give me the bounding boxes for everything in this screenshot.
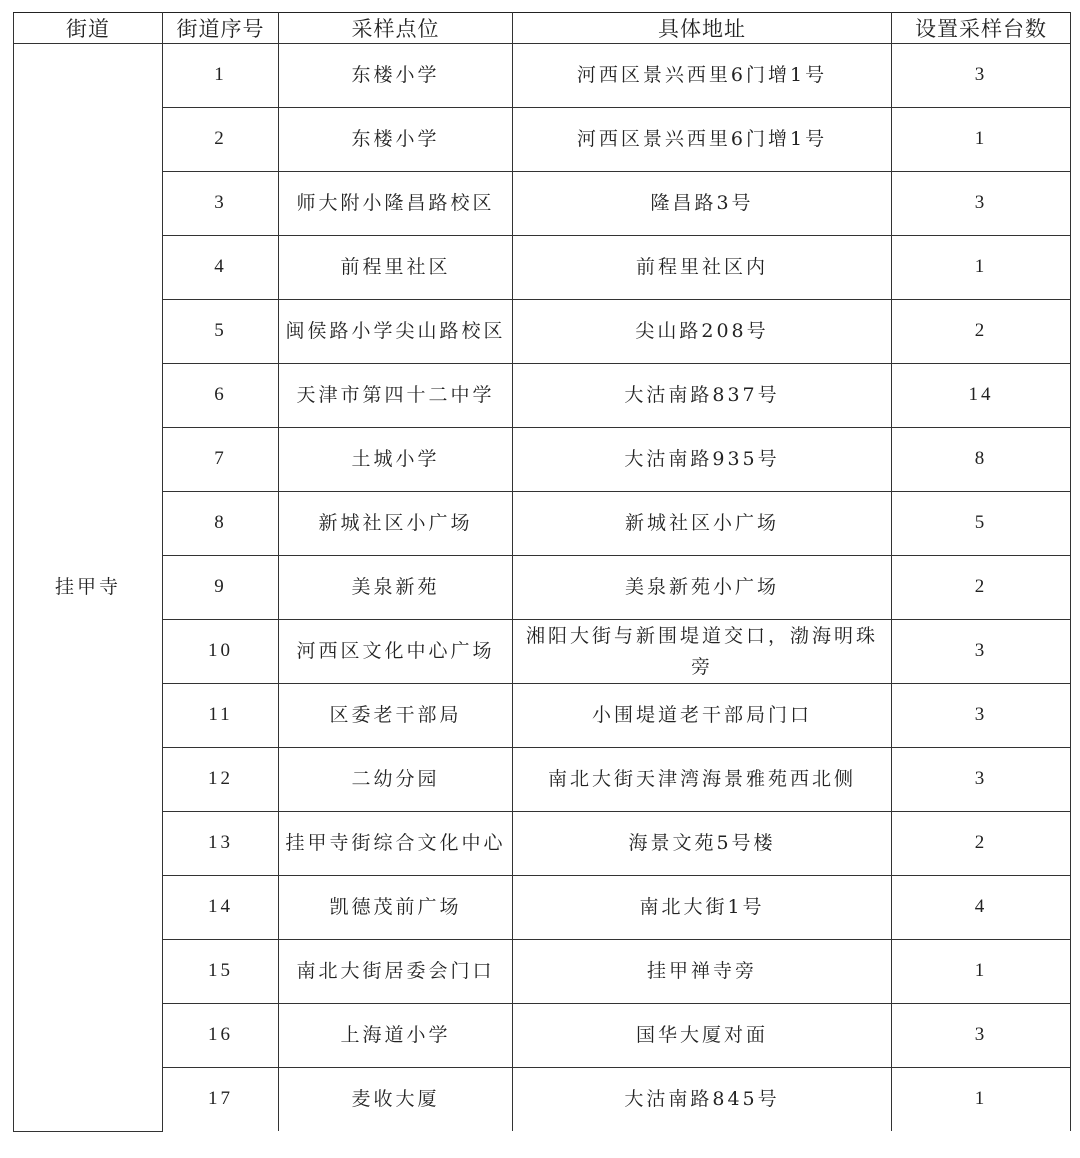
site-cell: 凯德茂前广场 [279, 876, 513, 940]
header-site: 采样点位 [279, 13, 513, 44]
table-row [14, 940, 1071, 1004]
address-cell: 前程里社区内 [513, 236, 892, 300]
address-cell: 大沽南路935号 [513, 428, 892, 492]
table-row [14, 1068, 1071, 1132]
header-street: 街道 [14, 13, 163, 44]
count-cell: 3 [892, 172, 1071, 236]
table-row [14, 748, 1071, 812]
table-row [14, 44, 1071, 108]
seq-cell: 6 [163, 364, 279, 428]
seq-cell: 4 [163, 236, 279, 300]
address-cell: 海景文苑5号楼 [513, 812, 892, 876]
count-cell: 3 [892, 1004, 1071, 1068]
site-cell: 挂甲寺街综合文化中心 [279, 812, 513, 876]
table-row [14, 620, 1071, 684]
count-cell: 3 [892, 748, 1071, 812]
seq-cell: 1 [163, 44, 279, 108]
count-cell: 14 [892, 364, 1071, 428]
site-cell: 天津市第四十二中学 [279, 364, 513, 428]
count-cell: 8 [892, 428, 1071, 492]
site-cell: 上海道小学 [279, 1004, 513, 1068]
header-seq: 街道序号 [163, 13, 279, 44]
seq-cell: 11 [163, 684, 279, 748]
seq-cell: 3 [163, 172, 279, 236]
address-cell: 美泉新苑小广场 [513, 556, 892, 620]
count-cell: 1 [892, 108, 1071, 172]
site-cell: 美泉新苑 [279, 556, 513, 620]
count-cell: 1 [892, 940, 1071, 1004]
address-cell: 河西区景兴西里6门增1号 [513, 44, 892, 108]
address-cell: 大沽南路845号 [513, 1068, 892, 1132]
seq-cell: 5 [163, 300, 279, 364]
seq-cell: 17 [163, 1068, 279, 1132]
address-cell: 隆昌路3号 [513, 172, 892, 236]
table-row [14, 236, 1071, 300]
table-header-row [14, 13, 1071, 44]
table-row [14, 876, 1071, 940]
count-cell: 3 [892, 44, 1071, 108]
table-row [14, 1004, 1071, 1068]
sampling-sites-table [13, 12, 1071, 1132]
site-cell: 东楼小学 [279, 108, 513, 172]
table-row [14, 300, 1071, 364]
address-cell: 南北大街天津湾海景雅苑西北侧 [513, 748, 892, 812]
count-cell: 4 [892, 876, 1071, 940]
address-cell: 大沽南路837号 [513, 364, 892, 428]
table-row [14, 172, 1071, 236]
count-cell: 2 [892, 300, 1071, 364]
address-cell: 南北大街1号 [513, 876, 892, 940]
count-cell: 5 [892, 492, 1071, 556]
address-cell: 小围堤道老干部局门口 [513, 684, 892, 748]
site-cell: 师大附小隆昌路校区 [279, 172, 513, 236]
site-cell: 闽侯路小学尖山路校区 [279, 300, 513, 364]
count-cell: 2 [892, 556, 1071, 620]
site-cell: 新城社区小广场 [279, 492, 513, 556]
site-cell: 河西区文化中心广场 [279, 620, 513, 684]
table-row [14, 108, 1071, 172]
header-count: 设置采样台数 [892, 13, 1071, 44]
seq-cell: 14 [163, 876, 279, 940]
table-body [14, 44, 1071, 1132]
table-row [14, 812, 1071, 876]
address-cell: 湘阳大街与新围堤道交口，渤海明珠旁 [513, 620, 892, 684]
site-cell: 区委老干部局 [279, 684, 513, 748]
header-address: 具体地址 [513, 13, 892, 44]
address-cell: 河西区景兴西里6门增1号 [513, 108, 892, 172]
sampling-sites-table-container [13, 12, 1070, 1132]
table-row [14, 684, 1071, 748]
site-cell: 东楼小学 [279, 44, 513, 108]
site-cell: 二幼分园 [279, 748, 513, 812]
address-cell: 尖山路208号 [513, 300, 892, 364]
count-cell: 2 [892, 812, 1071, 876]
seq-cell: 13 [163, 812, 279, 876]
seq-cell: 15 [163, 940, 279, 1004]
seq-cell: 12 [163, 748, 279, 812]
site-cell: 麦收大厦 [279, 1068, 513, 1132]
address-cell: 新城社区小广场 [513, 492, 892, 556]
table-row [14, 556, 1071, 620]
seq-cell: 10 [163, 620, 279, 684]
count-cell: 1 [892, 1068, 1071, 1132]
address-cell: 国华大厦对面 [513, 1004, 892, 1068]
seq-cell: 8 [163, 492, 279, 556]
seq-cell: 2 [163, 108, 279, 172]
site-cell: 前程里社区 [279, 236, 513, 300]
count-cell: 3 [892, 684, 1071, 748]
count-cell: 1 [892, 236, 1071, 300]
table-row [14, 492, 1071, 556]
table-row [14, 364, 1071, 428]
seq-cell: 9 [163, 556, 279, 620]
site-cell: 南北大街居委会门口 [279, 940, 513, 1004]
seq-cell: 7 [163, 428, 279, 492]
table-row [14, 428, 1071, 492]
seq-cell: 16 [163, 1004, 279, 1068]
site-cell: 土城小学 [279, 428, 513, 492]
street-name-cell: 挂甲寺 [14, 44, 163, 1132]
address-cell: 挂甲禅寺旁 [513, 940, 892, 1004]
count-cell: 3 [892, 620, 1071, 684]
